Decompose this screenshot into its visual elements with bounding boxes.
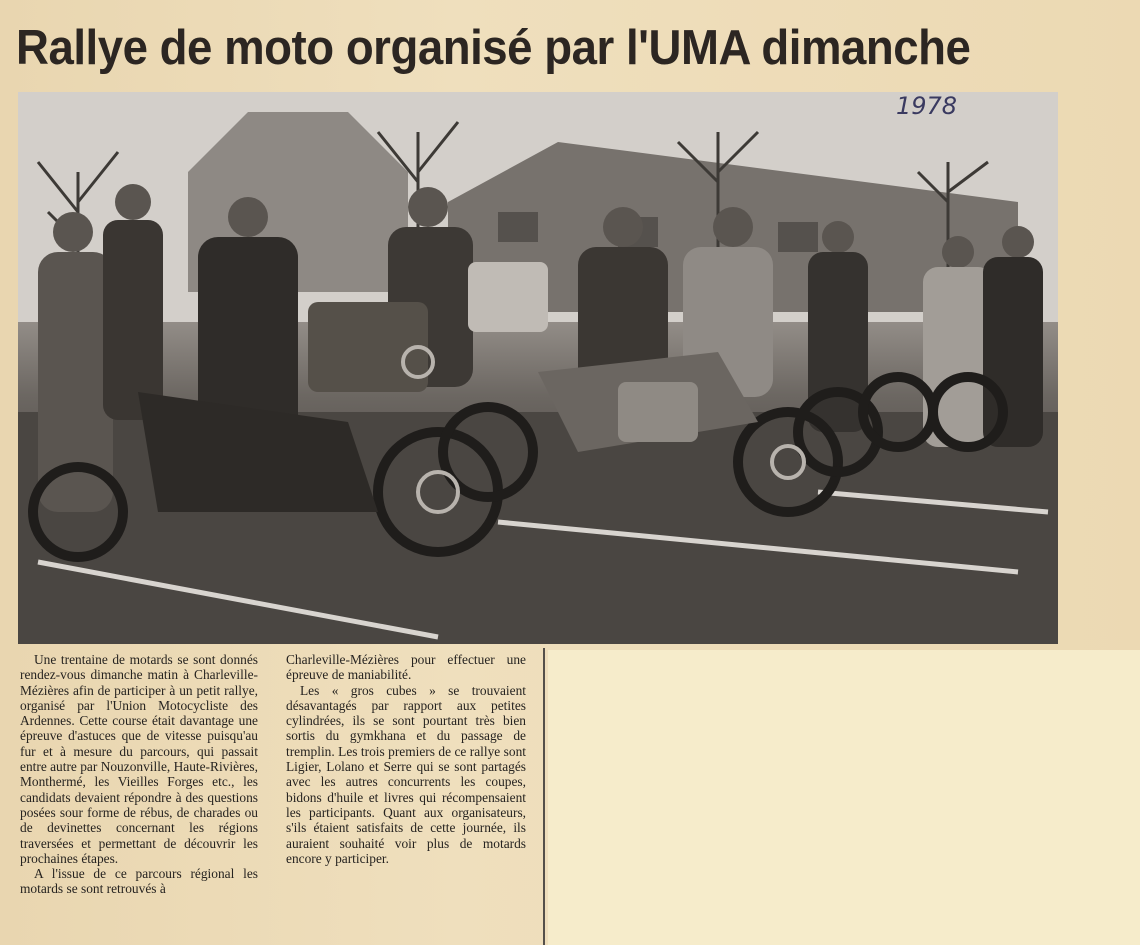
article-column-right bbox=[286, 652, 526, 866]
photo-illustration bbox=[18, 92, 1058, 644]
column-divider bbox=[543, 648, 545, 945]
motorcycle-rally-photo bbox=[18, 92, 1058, 644]
handwritten-year: 1978 bbox=[896, 92, 958, 120]
paragraph: A l'issue de ce parcours régional les motards se sont retrouvés à bbox=[20, 866, 258, 897]
paragraph: Charleville-Mézières pour effectuer une épreuve de maniabilité. bbox=[286, 652, 526, 683]
paragraph: Une trentaine de motards se sont donnés rendez-vous dimanche matin à Charleville-Mézières afin de participer à un petit rallye, organisé par l'Union Motocycliste des Ardennes. Cette course était davantage une épreuve d'astuces que de vitesse puisqu'au fur et à mesure du parcours, qui passait entre autre par Nouzonville, Haute-Rivières, Monthermé, les Vieilles Forges etc., les candidats devaient répondre à des questions posées sour forme de rébus, de charades ou de devinettes concernant les régions traversées et permettant de découvrir les prochaines étapes. bbox=[20, 652, 258, 866]
headline: Rallye de moto organisé par l'UMA dimanche bbox=[16, 21, 971, 75]
article-column-left bbox=[20, 652, 258, 897]
blank-background bbox=[548, 650, 1140, 945]
paragraph: Les « gros cubes » se trouvaient désavantagés par rapport aux petites cylindrées, ils se sont pourtant très bien sortis du gymkhana et du passage de tremplin. Les trois premiers de ce rallye sont Ligier, Lolano et Serre qui se sont partagés avec les autres concurrents les coupes, bidons d'huile et livres qui récompensaient les participants. Quant aux organisateurs, s'ils étaient satisfaits de cette journée, ils auraient souhaité voir plus de motards encore y participer. bbox=[286, 682, 526, 866]
